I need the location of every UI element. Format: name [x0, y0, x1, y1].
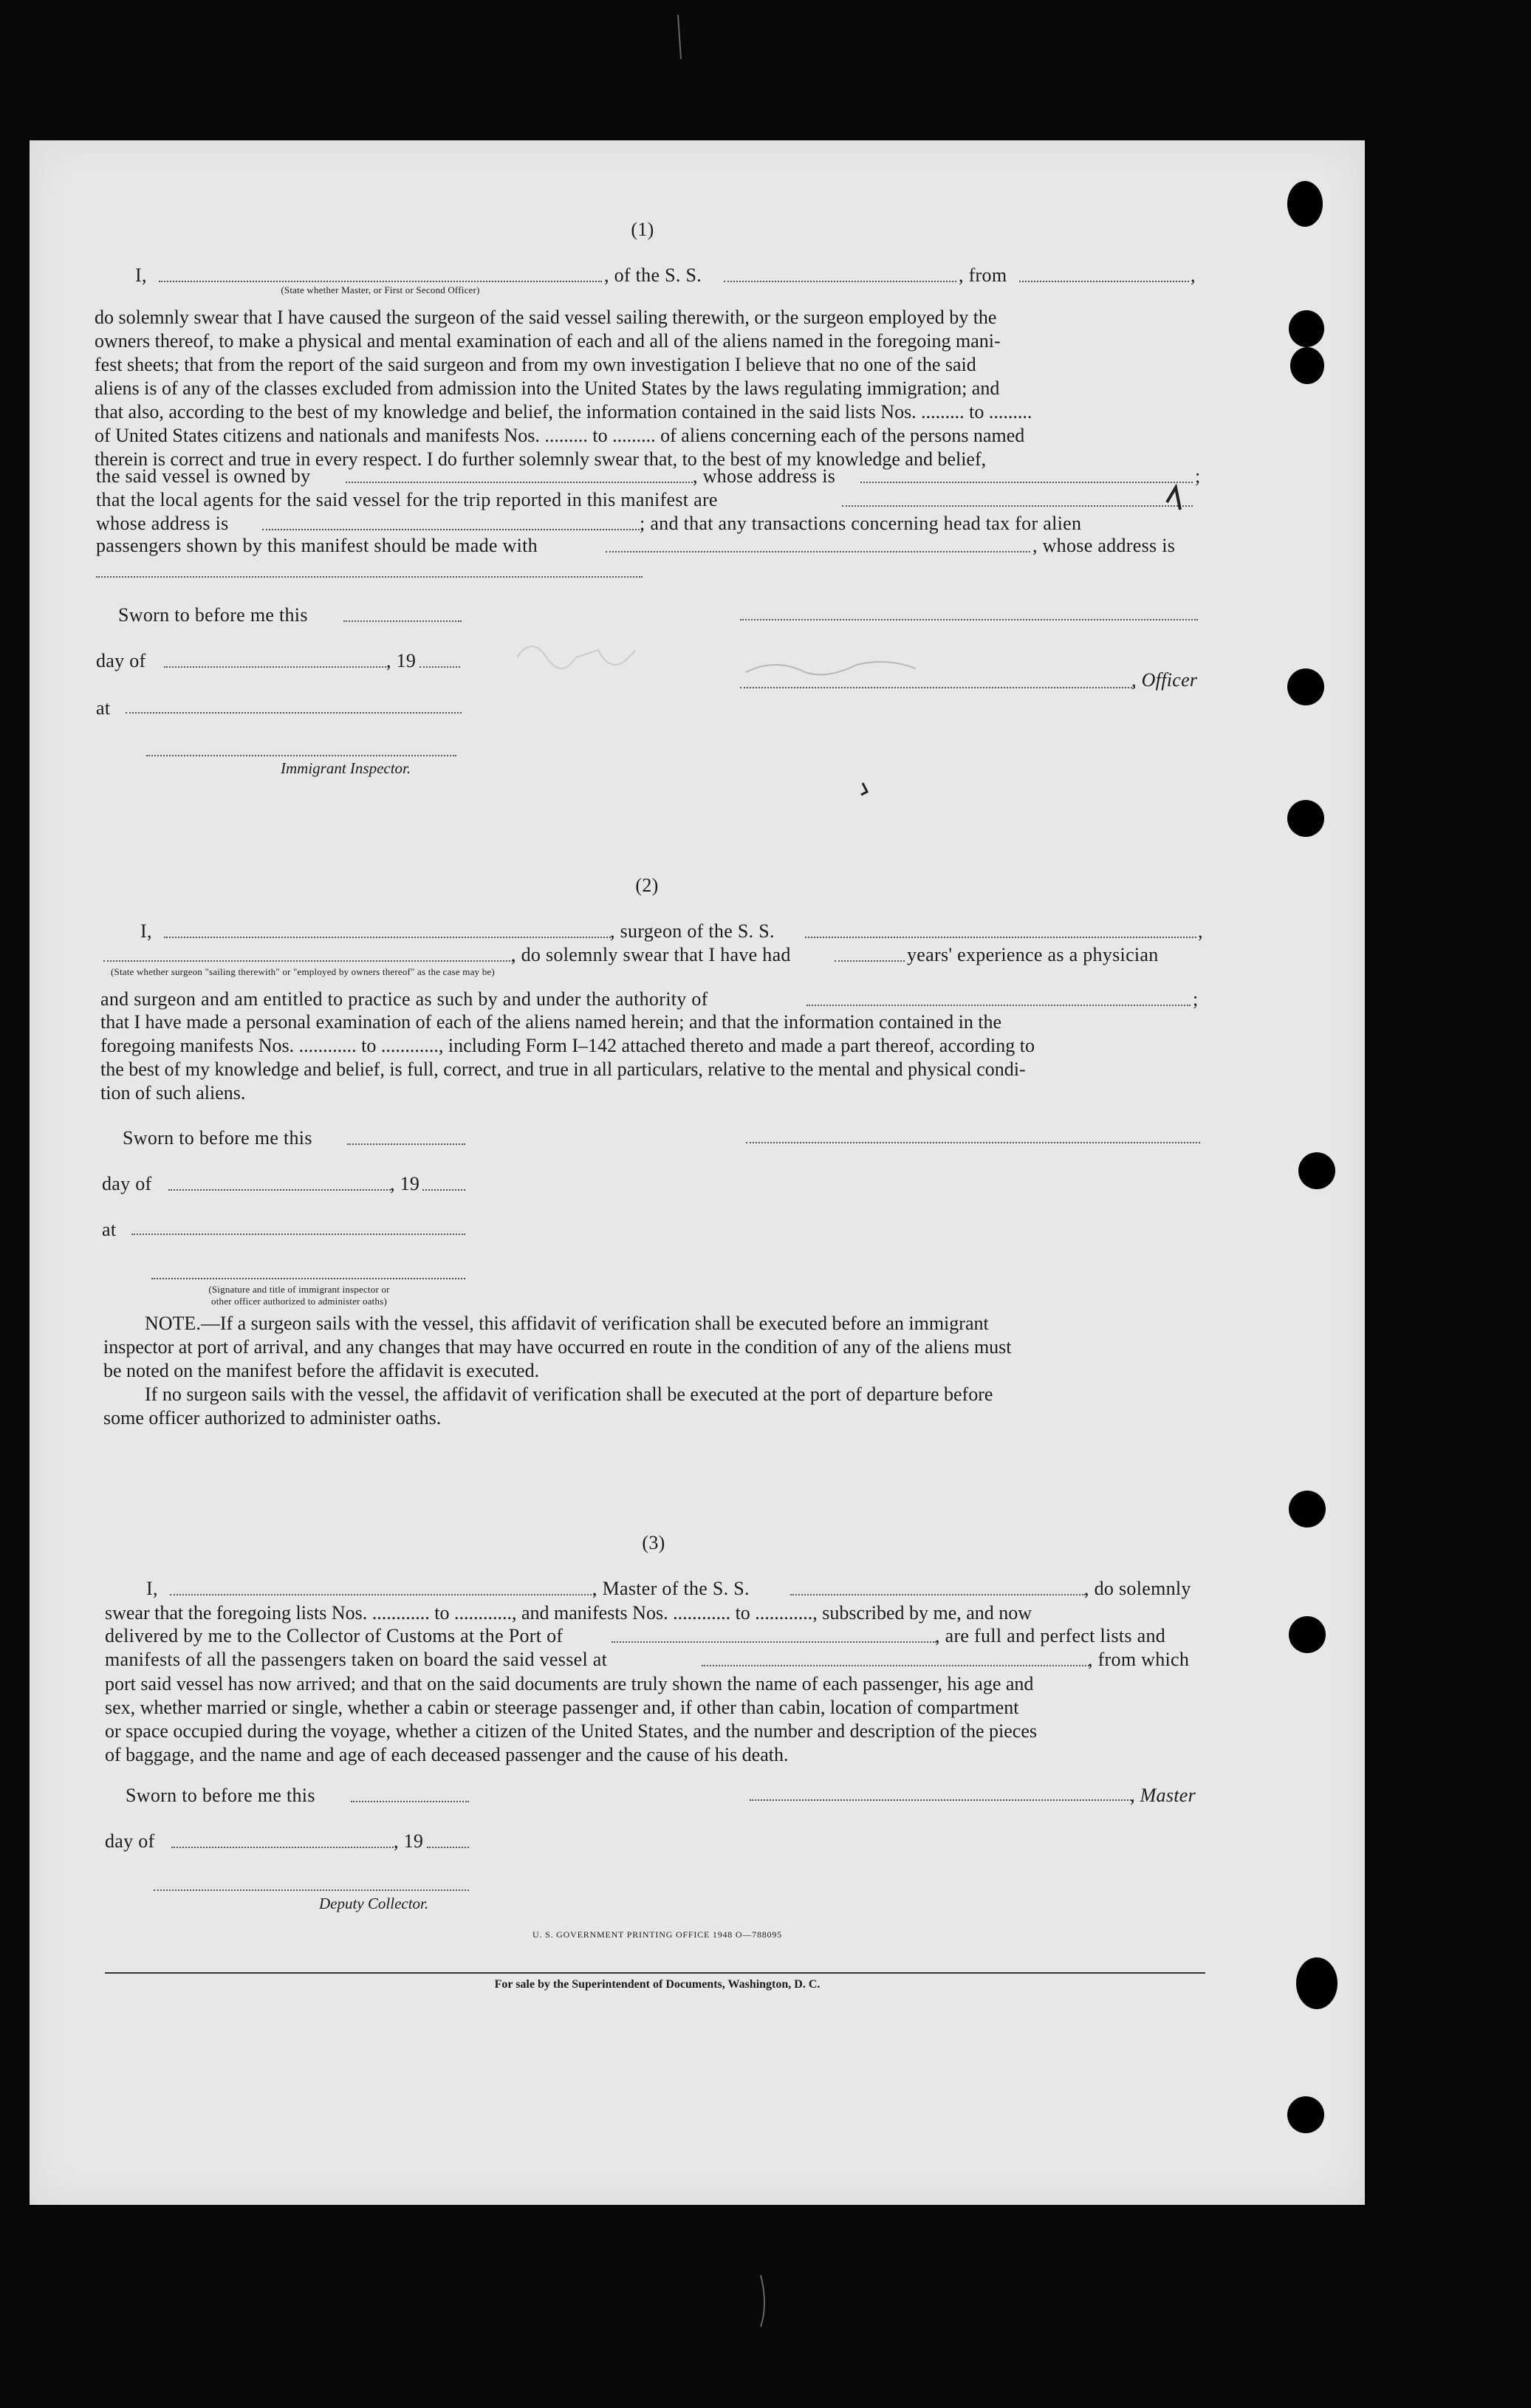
note-line: be noted on the manifest before the affidavit is executed.	[103, 1360, 540, 1381]
master-label: , Master	[1130, 1785, 1196, 1806]
sworn-label-3: Sworn to before me this	[126, 1785, 315, 1806]
passengers-label: passengers shown by this manifest should be made with	[96, 535, 538, 556]
sale-notice: For sale by the Superintendent of Documents, Washington, D. C.	[494, 1978, 821, 1991]
comma: ,	[1191, 264, 1196, 286]
body-line: or space occupied during the voyage, whether a citizen of the United States, and the number and description of the pieces	[105, 1720, 1038, 1742]
do-solemnly-label: , do solemnly	[1084, 1578, 1191, 1599]
section-2-number: (2)	[635, 875, 659, 896]
body-line: owners thereof, to make a physical and mental examination of each and all of the aliens named in the foregoing mani-	[95, 330, 1001, 352]
officer-note: (State whether Master, or First or Second Officer)	[281, 284, 480, 295]
section-3-number: (3)	[642, 1532, 665, 1553]
solemnly-label: , do solemnly swear that I have had	[511, 944, 791, 965]
section-1-number: (1)	[631, 219, 654, 240]
head-tax-text: ; and that any transactions concerning head tax for alien	[640, 513, 1082, 534]
years-label: years' experience as a physician	[907, 944, 1159, 965]
surgeon-of-label: , surgeon of the S. S.	[610, 920, 775, 942]
authority-label: and surgeon and am entitled to practice as such by and under the authority of	[100, 988, 708, 1010]
inspector-label: Immigrant Inspector.	[281, 759, 411, 777]
body-line: fest sheets; that from the report of the said surgeon and from my own investigation I believe that no one of the said	[95, 354, 976, 375]
day-of-label-1: day of	[96, 650, 146, 671]
note-line: If no surgeon sails with the vessel, the affidavit of verification shall be executed at the port of departure before	[145, 1383, 993, 1405]
signature-note-1: (Signature and title of immigrant inspector or	[208, 1284, 390, 1295]
gpo-imprint: U. S. GOVERNMENT PRINTING OFFICE 1948 O—788095	[532, 1929, 782, 1940]
deputy-label: Deputy Collector.	[319, 1895, 429, 1912]
whose-address-label-2: whose address is	[96, 513, 229, 534]
agents-label: that the local agents for the said vessel for the trip reported in this manifest are	[96, 489, 718, 510]
manifests-label-b: , from which	[1088, 1649, 1190, 1670]
body-line: that also, according to the best of my knowledge and belief, the information contained in the said lists Nos. ......... to .........	[95, 401, 1032, 423]
section-1-i: I,	[135, 264, 147, 286]
surgeon-note: (State whether surgeon "sailing therewith" or "employed by owners thereof" as the case may be)	[111, 966, 495, 977]
at-label-1: at	[96, 697, 111, 719]
manifests-label: manifests of all the passengers taken on board the said vessel at	[105, 1649, 608, 1670]
year-label-1: , 19	[386, 650, 417, 671]
note-line: NOTE.—If a surgeon sails with the vessel, this affidavit of verification shall be executed before an immigrant	[145, 1313, 989, 1334]
whose-address-label: , whose address is	[693, 465, 836, 487]
section-2-i: I,	[140, 920, 152, 942]
officer-label: , Officer	[1131, 669, 1198, 691]
master-of-label: , Master of the S. S.	[592, 1578, 750, 1599]
body-line: tion of such aliens.	[100, 1082, 246, 1104]
year-label-3: , 19	[394, 1830, 424, 1852]
semicolon-2: ;	[1193, 988, 1199, 1010]
sworn-label-1: Sworn to before me this	[118, 604, 308, 626]
note-line: some officer authorized to administer oaths.	[103, 1407, 442, 1429]
port-label-b: , are full and perfect lists and	[935, 1625, 1166, 1646]
body-line: aliens is of any of the classes excluded from admission into the United States by the laws regulating immigration; and	[95, 377, 1000, 399]
body-line: foregoing manifests Nos. ............ to ............, including Form I–142 attached thereto and made a part thereof, according to	[100, 1035, 1035, 1056]
day-of-label-2: day of	[102, 1173, 152, 1194]
day-of-label-3: day of	[105, 1830, 155, 1852]
note-line: inspector at port of arrival, and any changes that may have occurred en route in the condition of any of the aliens must	[103, 1336, 1012, 1358]
comma-2: ,	[1198, 920, 1203, 942]
body-line: port said vessel has now arrived; and that on the said documents are truly shown the name of each passenger, his age and	[105, 1673, 1034, 1694]
body-line: therein is correct and true in every respect. I do further solemnly swear that, to the best of my knowledge and belief,	[95, 448, 987, 470]
body-line: of baggage, and the name and age of each deceased passenger and the cause of his death.	[105, 1744, 789, 1765]
at-label-2: at	[102, 1219, 117, 1240]
swear-line: swear that the foregoing lists Nos. ............ to ............, and manifests Nos. ............ to ............, subscribed by me, and now	[105, 1602, 1032, 1624]
body-line: of United States citizens and nationals and manifests Nos. ......... to ......... of aliens concerning each of the persons named	[95, 425, 1025, 446]
of-ss-label: , of the S. S.	[604, 264, 702, 286]
body-line: do solemnly swear that I have caused the surgeon of the said vessel sailing therewith, or the surgeon employed by the	[95, 307, 997, 328]
sworn-label-2: Sworn to before me this	[123, 1127, 312, 1149]
body-line: sex, whether married or single, whether a cabin or steerage passenger and, if other than cabin, location of compartment	[105, 1697, 1019, 1718]
from-label: , from	[959, 264, 1007, 286]
port-label: delivered by me to the Collector of Customs at the Port of	[105, 1625, 564, 1646]
signature-note-2: other officer authorized to administer oaths)	[211, 1296, 387, 1307]
semicolon: ;	[1195, 465, 1201, 487]
body-line: that I have made a personal examination of each of the aliens named herein; and that the information contained in the	[100, 1011, 1002, 1033]
owned-by-label: the said vessel is owned by	[96, 465, 311, 487]
whose-address-label-3: , whose address is	[1032, 535, 1176, 556]
year-label-2: , 19	[390, 1173, 420, 1194]
body-line: the best of my knowledge and belief, is full, correct, and true in all particulars, relative to the mental and physical condi-	[100, 1058, 1026, 1080]
section-3-i: I,	[146, 1578, 158, 1599]
